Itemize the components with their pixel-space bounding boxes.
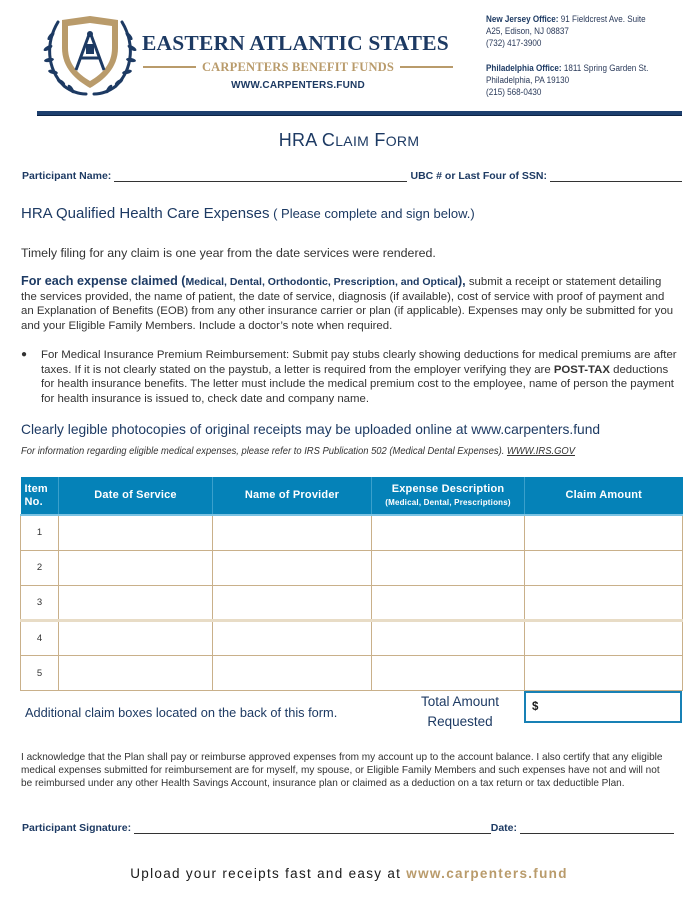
amount-cell[interactable] — [525, 585, 683, 620]
description-cell[interactable] — [372, 621, 525, 656]
ubc-ssn-field[interactable] — [550, 171, 682, 182]
total-amount-field[interactable] — [524, 691, 682, 723]
date-field[interactable] — [520, 823, 674, 834]
description-cell[interactable] — [372, 585, 525, 620]
table-row — [21, 550, 683, 585]
participant-name-field[interactable] — [114, 171, 407, 182]
date-of-service-cell[interactable] — [59, 656, 213, 691]
item-number: 4 — [21, 621, 59, 656]
amount-cell[interactable] — [525, 656, 683, 691]
date-of-service-cell[interactable] — [59, 621, 213, 656]
page-title — [0, 130, 698, 151]
brand-url: WWW.CARPENTERS.FUND — [231, 80, 365, 91]
divider — [143, 66, 196, 68]
signature-label: Participant Signature: — [22, 822, 132, 834]
section-heading-text: HRA Qualified Health Care Expenses — [21, 205, 270, 222]
item-number: 2 — [21, 550, 59, 585]
provider-cell[interactable] — [213, 550, 372, 585]
description-cell[interactable] — [372, 515, 525, 550]
office-address-line2: A25, Edison, NJ 08837 — [486, 26, 569, 36]
bullet-text — [41, 348, 677, 406]
footer-upload-notice — [0, 866, 698, 881]
bullet-text-bold: POST-TAX — [553, 363, 610, 376]
section-heading — [21, 205, 475, 222]
header-divider — [37, 111, 682, 116]
column-label: Date of Service — [94, 489, 177, 501]
timely-filing-text: Timely filing for any claim is one year from the date services were rendered. — [21, 246, 436, 260]
logo-emblem — [42, 12, 138, 100]
provider-cell[interactable] — [213, 585, 372, 620]
bullet-text-part: deductions for health insurance benefits. The letter must include the medical premium cost to the employee, name of person the payment for health insurance is issued to, check date and company name. — [41, 363, 674, 405]
column-sublabel: (Medical, Dental, Prescriptions) — [385, 497, 511, 507]
item-number: 5 — [21, 656, 59, 691]
provider-cell[interactable] — [213, 515, 372, 550]
table-row — [21, 621, 683, 656]
signature-row — [22, 822, 674, 834]
date-of-service-cell[interactable] — [59, 515, 213, 550]
additional-claims-note: Additional claim boxes located on the back of this form. — [25, 705, 338, 720]
amount-cell[interactable] — [525, 621, 683, 656]
office-address-line2: Philadelphia, PA 19130 — [486, 75, 570, 85]
column-header-date — [59, 477, 213, 515]
upload-notice: Clearly legible photocopies of original receipts may be uploaded online at www.carpenters.fund — [21, 422, 601, 437]
table-header-row — [21, 477, 683, 515]
office-phone: (732) 417-3900 — [486, 38, 542, 48]
office-label: New Jersey Office: — [486, 14, 559, 24]
brand-subtitle: CARPENTERS BENEFIT FUNDS — [201, 59, 395, 74]
participant-info-row — [22, 170, 682, 182]
irs-text: For information regarding eligible medical expenses, please refer to IRS Publication 502 (Medical Dental Expenses). — [21, 446, 507, 457]
table-row — [21, 656, 683, 691]
column-label: Name of Provider — [244, 489, 340, 501]
amount-cell[interactable] — [525, 550, 683, 585]
column-header-description — [372, 477, 525, 515]
office-address-line1: 91 Fieldcrest Ave. Suite — [558, 14, 646, 24]
premium-reimbursement-bullet — [21, 348, 677, 406]
office-new-jersey — [486, 13, 666, 49]
title-part: ORM — [385, 133, 420, 149]
column-header-provider — [213, 477, 372, 515]
irs-link[interactable]: WWW.IRS.GOV — [506, 446, 575, 457]
date-label: Date: — [490, 822, 517, 834]
description-cell[interactable] — [372, 550, 525, 585]
instructions-lead-types: Medical, Dental, Orthodontic, Prescription, and Optical — [185, 276, 458, 288]
expense-instructions — [21, 274, 677, 333]
brand-subtitle-row — [143, 60, 453, 74]
total-amount-label — [405, 692, 515, 732]
provider-cell[interactable] — [213, 656, 372, 691]
office-phone: (215) 568-0430 — [486, 87, 542, 97]
acknowledgement-text: I acknowledge that the Plan shall pay or reimburse approved expenses from my account up to the account balance. I also certify that any eligible medical expenses submitted for reimbursement are for myself, my spouse, or Eligible Family Members and such expenses have not and will not be reimbursed under any other Health Savings Account, insurance plan or claimed as a deduction on a tax return or tax deductible Plan. — [21, 752, 663, 790]
description-cell[interactable] — [372, 656, 525, 691]
bullet-text-part: For Medical Insurance Premium Reimbursement: Submit pay stubs clearly showing deductions for medical premiums are after taxes. If it is not clearly stated on the paystub, a letter is required from the employer verifying they are — [41, 349, 677, 376]
date-of-service-cell[interactable] — [59, 550, 213, 585]
ubc-ssn-label: UBC # or Last Four of SSN: — [410, 170, 547, 182]
shield-laurel-icon — [42, 12, 138, 100]
bullet-icon: ● — [21, 349, 28, 360]
column-label: Item No. — [24, 482, 48, 508]
amount-cell[interactable] — [525, 515, 683, 550]
column-label: Claim Amount — [565, 489, 643, 501]
claim-table — [20, 477, 683, 691]
total-label-line: Requested — [427, 714, 493, 729]
table-row — [21, 585, 683, 620]
office-address-line1: 1811 Spring Garden St. — [561, 63, 649, 73]
item-number: 3 — [21, 585, 59, 620]
instructions-lead: For each expense claimed ( — [21, 274, 186, 288]
date-of-service-cell[interactable] — [59, 585, 213, 620]
participant-name-label: Participant Name: — [22, 170, 112, 182]
title-part: HRA C — [278, 130, 336, 150]
divider — [400, 66, 453, 68]
signature-field[interactable] — [134, 823, 491, 834]
currency-symbol: $ — [532, 701, 539, 713]
office-label: Philadelphia Office: — [486, 63, 562, 73]
section-heading-note: ( Please complete and sign below.) — [269, 206, 475, 221]
title-part: F — [369, 130, 386, 150]
title-part: LAIM — [335, 133, 370, 149]
irs-notice — [21, 446, 575, 457]
column-header-item — [21, 477, 59, 515]
instructions-body: submit a receipt or statement detailing the services provided, the name of patient, the date of service, diagnosis (if available), cost of service with proof of payment and an Explanation of Benefits (EOB) from any other insurance carrier or plan (if applicable). Expenses may only be submitted for you and your Eligible Family Members. Include a doctor’s note when required. — [21, 276, 674, 332]
column-header-amount — [525, 477, 683, 515]
provider-cell[interactable] — [213, 621, 372, 656]
instructions-lead-end: ), — [457, 274, 466, 288]
table-row — [21, 515, 683, 550]
footer-text: Upload your receipts fast and easy at — [130, 866, 407, 881]
office-philadelphia — [486, 62, 666, 98]
brand-title: EASTERN ATLANTIC STATES — [142, 31, 449, 55]
column-label: Expense Description — [391, 482, 505, 495]
footer-link[interactable]: www.carpenters.fund — [406, 866, 568, 881]
item-number: 1 — [21, 515, 59, 550]
total-label-line: Total Amount — [420, 694, 500, 709]
